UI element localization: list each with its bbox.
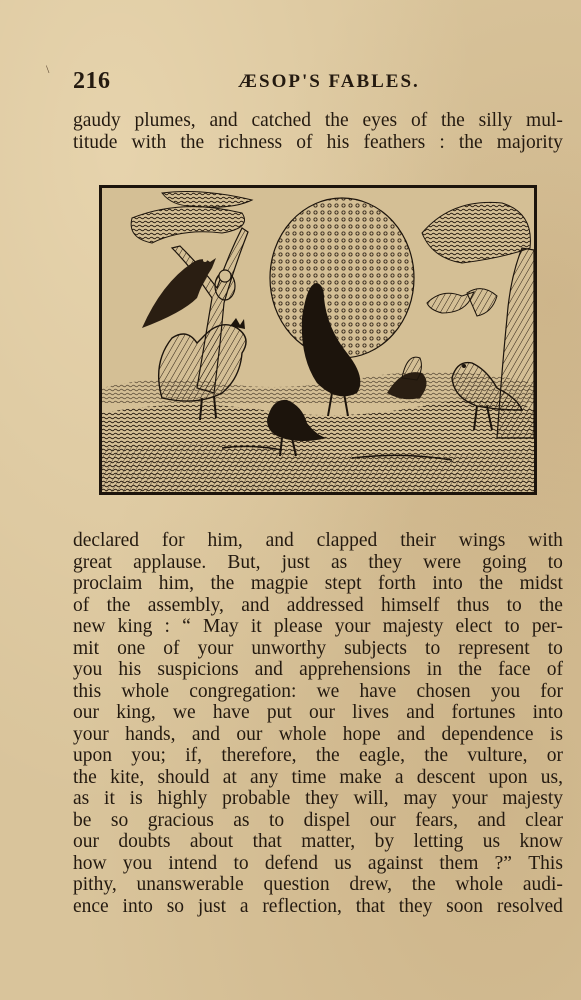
text-line: our doubts about that matter, by letting us know	[73, 831, 563, 852]
text-line: the kite, should at any time make a descent upon us,	[73, 766, 563, 788]
text-after-illustration	[73, 530, 563, 917]
text-line: mit one of your unworthy subjects to represent to	[73, 637, 563, 659]
text-line: how you intend to defend us against them ?” This	[73, 852, 563, 874]
text-line: gaudy plumes, and catched the eyes of the silly mul-	[73, 110, 563, 131]
text-before-illustration	[73, 110, 563, 153]
running-head: ÆSOP'S FABLES.	[238, 71, 420, 92]
text-line: ence into so just a reflection, that they soon resolved	[73, 895, 563, 917]
margin-mark: \	[46, 62, 50, 76]
text-line: upon you; if, therefore, the eagle, the vulture, or	[73, 745, 563, 766]
text-line: declared for him, and clapped their wings with	[73, 530, 563, 551]
text-line: great applause. But, just as they were going to	[73, 551, 563, 573]
text-line: this whole congregation: we have chosen you for	[73, 680, 563, 702]
page-number: 216	[73, 68, 111, 94]
text-line: proclaim him, the magpie stept forth into the midst	[73, 573, 563, 594]
text-line: titude with the richness of his feathers : the majority	[73, 131, 563, 153]
text-line: our king, we have put our lives and fortunes into	[73, 702, 563, 723]
text-line: your hands, and our whole hope and dependence is	[73, 723, 563, 745]
text-line: as it is highly probable they will, may your majesty	[73, 788, 563, 809]
woodcut-illustration	[99, 185, 537, 495]
text-line: of the assembly, and addressed himself thus to the	[73, 594, 563, 616]
text-line: new king : “ May it please your majesty elect to per-	[73, 616, 563, 637]
text-line: you his suspicions and apprehensions in the face of	[73, 659, 563, 680]
text-line: be so gracious as to dispel our fears, and clear	[73, 809, 563, 831]
page-header	[73, 68, 565, 98]
fable-woodcut-birds-electing-king-icon	[102, 188, 534, 492]
text-line: pithy, unanswerable question drew, the whole audi-	[73, 874, 563, 895]
